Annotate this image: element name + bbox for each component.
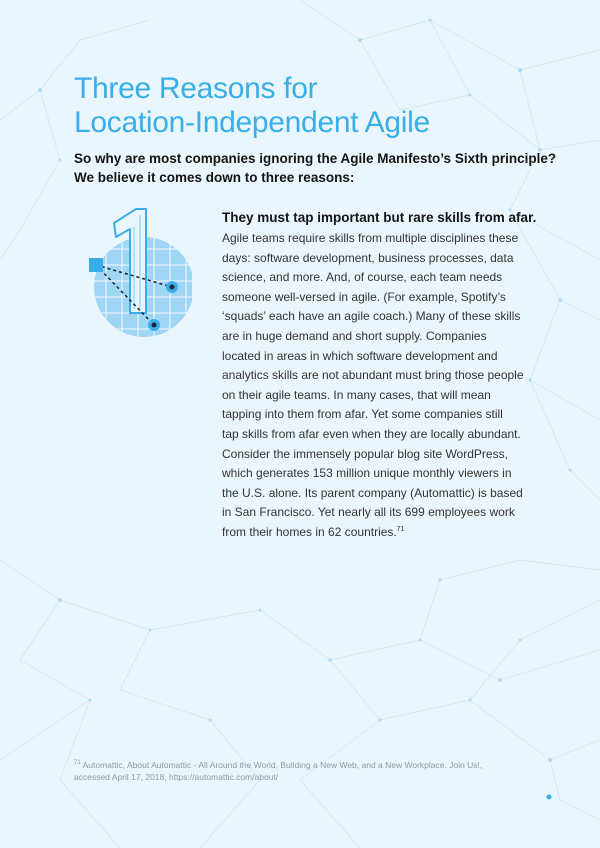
body-line: located in areas in which software development and — [222, 348, 498, 363]
body-line-last — [222, 523, 552, 543]
body-line: tapping into them from afar. Yet some companies still — [222, 407, 503, 422]
body-line: someone well-versed in agile. (For example, Spotify’s — [222, 289, 506, 304]
body-line: in San Francisco. Yet nearly all its 699 employees work — [222, 505, 515, 520]
body-line: analytics skills are not abundant must bring those people — [222, 368, 524, 383]
intro-line-1: So why are most companies ignoring the Agile Manifesto’s Sixth principle? — [74, 151, 557, 166]
title-line-2: Location-Independent Agile — [74, 106, 430, 139]
body-line: tap skills from afar even when they are locally abundant. — [222, 426, 521, 441]
body-line: days: software development, business processes, data — [222, 250, 514, 265]
reason-one-body — [222, 229, 552, 543]
reason-one-illustration — [84, 205, 192, 343]
body-line: ‘squads’ each have an agile coach.) Many of these skills — [222, 309, 521, 324]
footnote — [74, 759, 544, 783]
reason-one-heading: They must tap important but rare skills from afar. — [222, 210, 537, 225]
footnote-number: 71 — [74, 760, 81, 767]
title-line-1: Three Reasons for — [74, 72, 318, 105]
source-node-square — [89, 258, 103, 272]
footnote-text-1: Automattic, About Automattic - All Around the World, Building a New Web, and a New Workplace. Join Us!, — [80, 760, 483, 770]
body-line: which generates 153 million unique monthly viewers in — [222, 466, 512, 481]
body-line: science, and more. And, of course, each team needs — [222, 270, 503, 285]
reason-one-section — [222, 208, 552, 543]
page-title — [74, 72, 554, 140]
intro-line-2: We believe it comes down to three reasons: — [74, 170, 355, 185]
footnote-reference: 71 — [396, 525, 405, 533]
body-line: are in huge demand and short supply. Companies — [222, 328, 487, 343]
footnote-line-2: accessed April 17, 2018, https://automattic.com/about/ — [74, 772, 279, 782]
body-line: Consider the immensely popular blog site WordPress, — [222, 446, 508, 461]
body-line: Agile teams require skills from multiple disciplines these — [222, 231, 519, 245]
body-line: on their agile teams. In many cases, that will mean — [222, 387, 491, 402]
footnote-line-1 — [74, 759, 544, 771]
body-line-text: from their homes in 62 countries. — [222, 524, 397, 539]
intro-question — [74, 149, 557, 187]
body-line: the U.S. alone. Its parent company (Automattic) is based — [222, 485, 523, 500]
